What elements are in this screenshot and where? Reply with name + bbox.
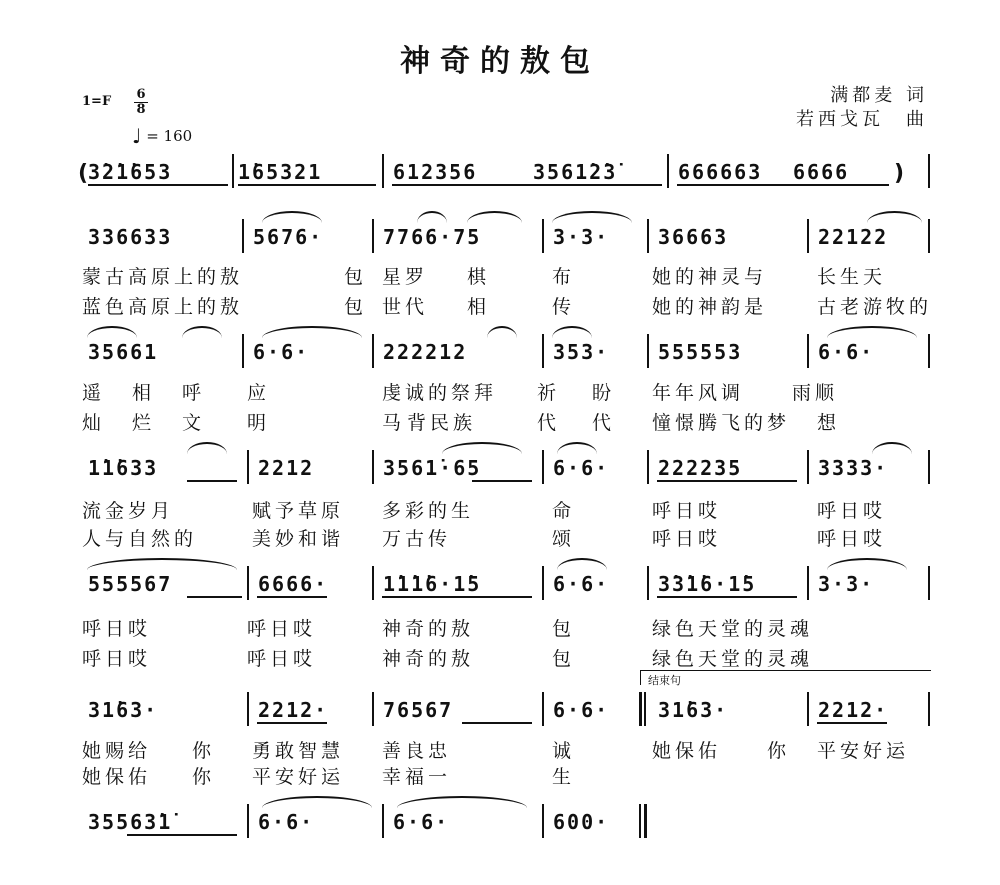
measure: 6666 bbox=[793, 160, 850, 184]
quarter-note-icon: ♩ bbox=[132, 124, 142, 148]
ending-bracket bbox=[640, 670, 931, 685]
staff-row-5: 31̇63· 2212· 76567 6·6· 31̇63· 2212· bbox=[82, 688, 932, 728]
lyricist: 满都麦 词 bbox=[830, 85, 928, 106]
song-title: 神奇的敖包 bbox=[400, 44, 600, 79]
lyrics-verse2-row4: 呼日哎 呼日哎 神奇的敖 包 绿色天堂的灵魂 bbox=[82, 648, 814, 670]
tempo-marking: ♩ = 160 bbox=[132, 124, 193, 148]
staff-row-6: 35563̇1̇ 6·6· 6·6· 600· bbox=[82, 800, 932, 840]
credits bbox=[796, 84, 928, 132]
measure: 3561̇2̇3̇ bbox=[533, 160, 618, 184]
key-signature: 1=F bbox=[82, 94, 112, 109]
staff-row-1: 336633 5676· 7766·75 3·3· 36663 22122 bbox=[82, 215, 932, 255]
measure: 3̇2̇1̇653 bbox=[88, 160, 173, 184]
lyrics-verse2-row2: 灿 烂 文 明 马 背民族 代 代 憧憬腾飞的梦 想 bbox=[82, 412, 841, 434]
lyrics-verse2-row5: 她保佑 你 平安好运 幸福一 生 bbox=[82, 766, 576, 788]
open-paren: ( bbox=[78, 161, 89, 186]
measure: 612356 bbox=[393, 160, 478, 184]
staff-row-2: 35661 6·6· 222212 353· 555553 6·6· bbox=[82, 330, 932, 370]
composer: 若西戈瓦 曲 bbox=[796, 109, 928, 130]
time-signature: 6 8 bbox=[134, 88, 148, 117]
ending-label: 结束句 bbox=[648, 674, 681, 687]
lyrics-verse1-row5: 她赐给 你 勇敢智慧 善良忠 诚 她保佑 你 平安好运 bbox=[82, 740, 910, 762]
key-and-tempo bbox=[82, 87, 193, 148]
measure: 666663 bbox=[678, 160, 763, 184]
staff-row-intro bbox=[78, 150, 932, 190]
staff-row-3: 1̇1̇633 2212 3561̇·65 6·6· 222235 3333· bbox=[82, 446, 932, 486]
lyrics-verse2-row3: 人与自然的 美妙和谐 万古传 颂 呼日哎 呼日哎 bbox=[82, 528, 887, 550]
lyrics-verse2-row1: 蓝色高原上的敖 包 世代 相 传 她的神韵是 古老游牧的 bbox=[82, 296, 933, 318]
measure: 1̇65321 bbox=[238, 160, 323, 184]
lyrics-verse1-row4: 呼日哎 呼日哎 神奇的敖 包 绿色天堂的灵魂 bbox=[82, 618, 814, 640]
lyrics-verse1-row3: 流金岁月 赋予草原 多彩的生 命 呼日哎 呼日哎 bbox=[82, 500, 887, 522]
lyrics-verse1-row1: 蒙古高原上的敖 包 星罗 棋 布 她的神灵与 长生天 bbox=[82, 266, 887, 288]
close-paren: ) bbox=[894, 161, 905, 186]
lyrics-verse1-row2: 遥 相 呼 应 虔诚的祭拜 祈 盼 年年风调 雨顺 bbox=[82, 382, 839, 404]
staff-row-4: 555567 6666· 1̇1̇1̇6·1̇5 6·6· 3̇3̇1̇6·1̇5 3·3· bbox=[82, 562, 932, 602]
